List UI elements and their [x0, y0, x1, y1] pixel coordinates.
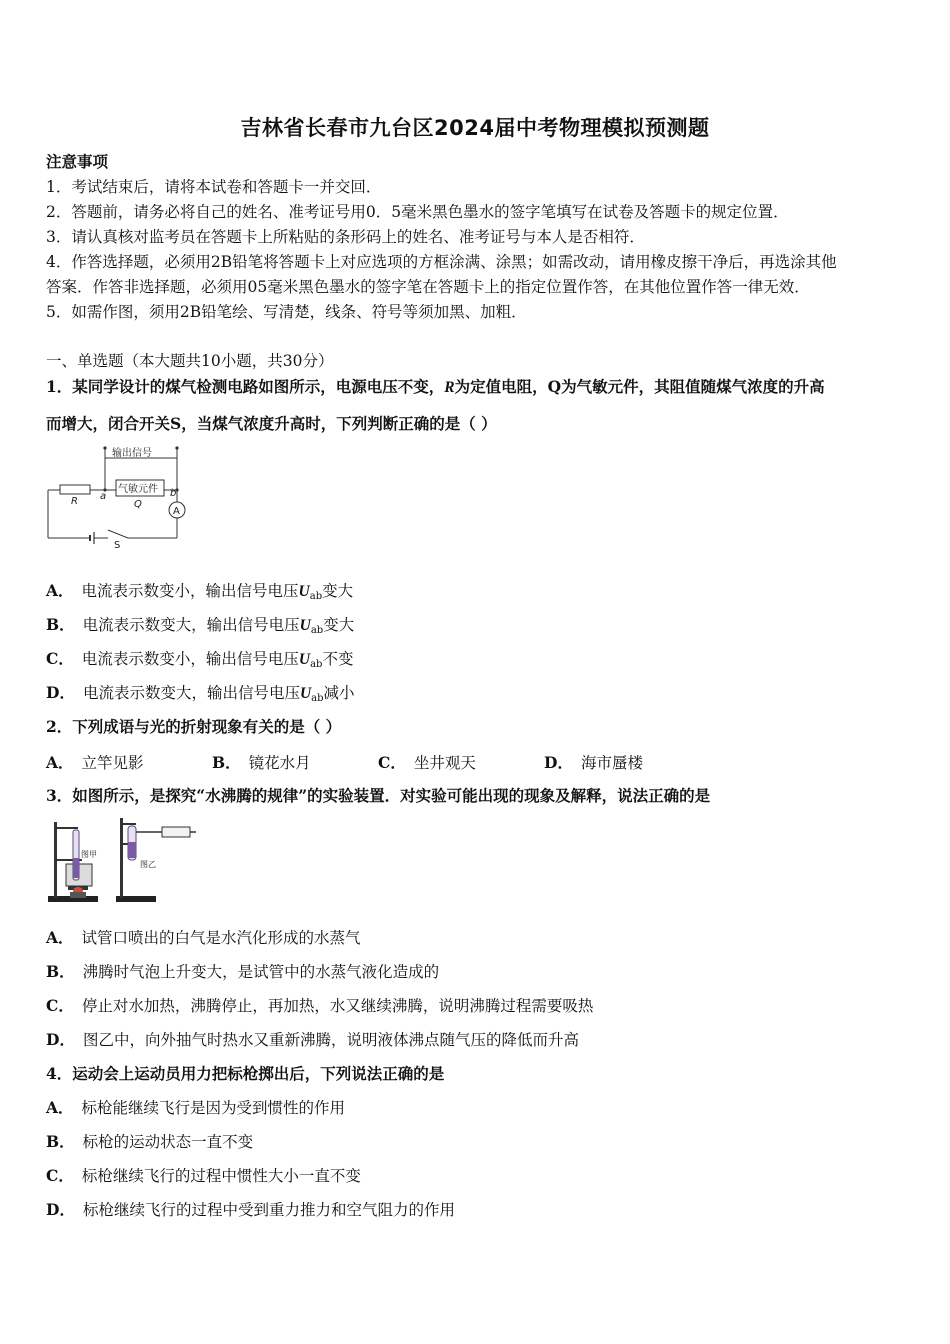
notice-heading: 注意事项 — [46, 152, 109, 171]
exam-title: 吉林省长春市九台区2024届中考物理模拟预测题 — [240, 116, 710, 140]
q4-option-a: A． 标枪能继续飞行是因为受到惯性的作用 — [46, 1098, 346, 1117]
boiling-apparatus-figure — [44, 814, 196, 906]
q2-option-c: C． 坐井观天 — [378, 753, 476, 772]
r-label: R — [71, 496, 78, 507]
ammeter-label: A — [173, 506, 180, 517]
q2-option-d: D． 海市蜃楼 — [544, 753, 643, 772]
q1-stem-line2: 而增大，闭合开关S，当煤气浓度升高时，下列判断正确的是（ ） — [46, 414, 497, 433]
q4-option-c: C． 标枪继续飞行的过程中惯性大小一直不变 — [46, 1166, 361, 1185]
q1-option-c: C． 电流表示数变小，输出信号电压$U_{ab}$不变 — [46, 649, 354, 670]
output-signal-label: 输出信号 — [112, 448, 152, 459]
q1-option-d: D． 电流表示数变大，输出信号电压$U_{ab}$减小 — [46, 683, 355, 704]
notice-item: 3．请认真核对监考员在答题卡上所粘贴的条形码上的姓名、准考证号与本人是否相符． — [46, 228, 645, 246]
switch-s — [108, 530, 128, 538]
q1-stem-line1: 1．某同学设计的煤气检测电路如图所示，电源电压不变，R为定值电阻，Q为气敏元件，其阻值随煤气浓度的升高 — [46, 377, 825, 396]
q-label: Q — [134, 499, 142, 510]
q3-option-b: B． 沸腾时气泡上升变大，是试管中的水蒸气液化造成的 — [46, 962, 440, 981]
apparatus-left — [48, 822, 98, 902]
q1-option-a: A． 电流表示数变小，输出信号电压$U_{ab}$变大 — [46, 581, 354, 602]
q2-options-row — [46, 751, 710, 773]
b-label: b — [170, 488, 177, 499]
section-heading: 一、单选题（本大题共10小题，共30分） — [46, 352, 334, 370]
circuit-diagram — [44, 444, 194, 552]
notice-item: 1．考试结束后，请将本试卷和答题卡一并交回． — [46, 178, 382, 196]
q3-stem: 3．如图所示，是探究“水沸腾的规律”的实验装置．对实验可能出现的现象及解释，说法正确的是 — [46, 786, 711, 805]
q4-option-d: D． 标枪继续飞行的过程中受到重力推力和空气阻力的作用 — [46, 1200, 455, 1219]
notice-item: 答案．作答非选择题，必须用05毫米黑色墨水的签字笔在答题卡上的指定位置作答，在其他位置作答一律无效． — [46, 278, 810, 296]
q3-option-c: C． 停止对水加热，沸腾停止，再加热，水又继续沸腾，说明沸腾过程需要吸热 — [46, 996, 594, 1015]
q2-stem: 2．下列成语与光的折射现象有关的是（ ） — [46, 717, 342, 736]
notice-item: 5．如需作图，须用2B铅笔绘、写清楚，线条、符号等须加黑、加粗． — [46, 303, 527, 321]
q1-option-b: B． 电流表示数变大，输出信号电压$U_{ab}$变大 — [46, 615, 355, 636]
q4-option-b: B． 标枪的运动状态一直不变 — [46, 1132, 254, 1151]
resistor-r — [60, 485, 90, 494]
a-label: a — [100, 491, 107, 502]
q2-option-b: B． 镜花水月 — [212, 753, 311, 772]
switch-label: S — [114, 540, 121, 551]
q4-stem: 4．运动会上运动员用力把标枪掷出后，下列说法正确的是 — [46, 1064, 445, 1083]
notice-item: 2．答题前，请务必将自己的姓名、准考证号用0．5毫米黑色墨水的签字笔填写在试卷及答题卡的规定位置． — [46, 203, 789, 221]
q3-option-a: A． 试管口喷出的白气是水汽化形成的水蒸气 — [46, 928, 361, 947]
notice-item: 4．作答选择题，必须用2B铅笔将答题卡上对应选项的方框涂满、涂黑；如需改动，请用橡皮擦干净后，再选涂其他 — [46, 253, 837, 271]
q2-option-a: A． 立竿见影 — [46, 753, 144, 772]
q3-option-d: D． 图乙中，向外抽气时热水又重新沸腾，说明液体沸点随气压的降低而升高 — [46, 1030, 579, 1049]
figure-left-label: 图甲 — [81, 850, 97, 859]
sensor-label: 气敏元件 — [118, 484, 158, 495]
apparatus-right — [116, 818, 196, 902]
figure-right-label: 图乙 — [140, 860, 156, 869]
